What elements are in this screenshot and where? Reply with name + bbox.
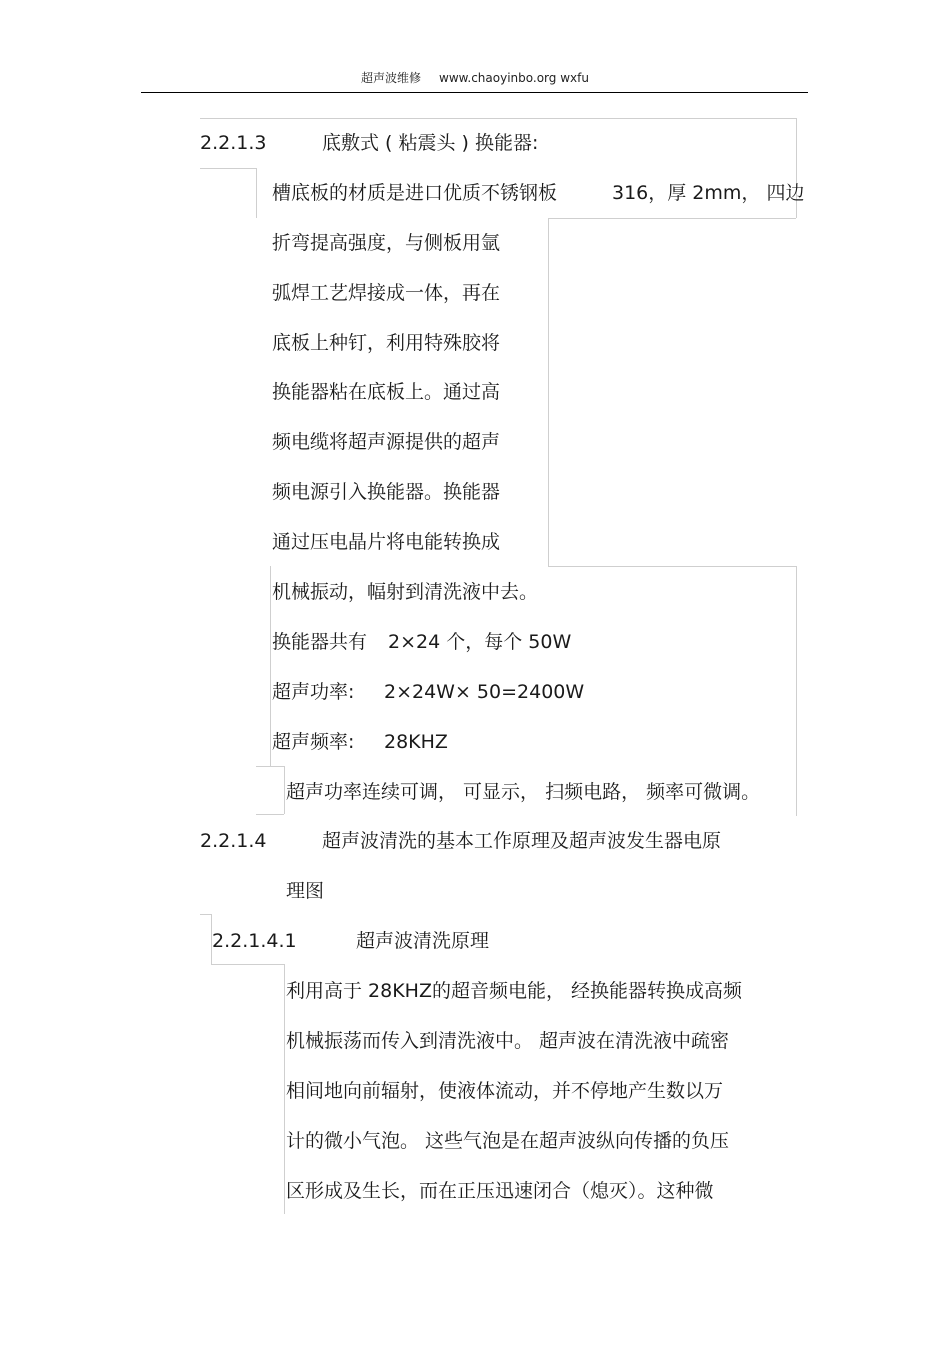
frame-line <box>548 566 796 567</box>
section-title-2213: 底敷式 ( 粘震头 ) 换能器: <box>322 132 539 154</box>
paragraph-line: 316，厚 2mm， 四边 <box>612 182 805 204</box>
spec-power-label: 超声功率: <box>272 681 355 703</box>
paragraph-line: 利用高于 28KHZ的超音频电能， 经换能器转换成高频 <box>286 980 743 1002</box>
spec-freq-label: 超声频率: <box>272 731 355 753</box>
frame-line <box>211 964 284 965</box>
paragraph-line: 弧焊工艺焊接成一体，再在 <box>272 282 501 304</box>
paragraph-line: 通过压电晶片将电能转换成 <box>272 531 501 553</box>
paragraph-line: 计的微小气泡。 这些气泡是在超声波纵向传播的负压 <box>286 1130 730 1152</box>
spec-count-value: 2×24 个，每个 50W <box>388 631 572 653</box>
paragraph-line: 槽底板的材质是进口优质不锈钢板 <box>272 182 558 204</box>
spec-count-label: 换能器共有 <box>272 631 368 653</box>
frame-line <box>284 964 285 1214</box>
section-number-22141: 2.2.1.4.1 <box>212 930 297 952</box>
frame-line <box>256 766 284 767</box>
paragraph-line: 换能器粘在底板上。通过高 <box>272 381 501 403</box>
section-title-2214-cont: 理图 <box>286 880 325 902</box>
section-number-2213: 2.2.1.3 <box>200 132 267 154</box>
header-rule <box>141 92 808 93</box>
paragraph-line: 相间地向前辐射，使液体流动，并不停地产生数以万 <box>286 1080 724 1102</box>
frame-line <box>200 118 796 119</box>
header-site-name: 超声波维修 <box>361 71 422 85</box>
paragraph-line: 机械振荡而传入到清洗液中。 超声波在清洗液中疏密 <box>286 1030 730 1052</box>
header-site-url: www.chaoyinbo.org wxfu <box>439 71 589 85</box>
paragraph-line: 频电源引入换能器。换能器 <box>272 481 501 503</box>
paragraph-line: 折弯提高强度，与侧板用氩 <box>272 232 501 254</box>
spec-freq-value: 28KHZ <box>384 731 448 753</box>
frame-line <box>256 814 284 815</box>
section-number-2214: 2.2.1.4 <box>200 830 267 852</box>
paragraph-line: 机械振动，幅射到清洗液中去。 <box>272 581 539 603</box>
frame-line <box>270 566 271 766</box>
paragraph-line: 底板上种钉，利用特殊胶将 <box>272 332 501 354</box>
frame-line <box>548 218 549 566</box>
spec-power-value: 2×24W× 50=2400W <box>384 681 585 703</box>
section-title-2214: 超声波清洗的基本工作原理及超声波发生器电原 <box>322 830 722 852</box>
spec-features: 超声功率连续可调， 可显示， 扫频电路， 频率可微调。 <box>286 781 761 803</box>
paragraph-line: 区形成及生长，而在正压迅速闭合（熄灭）。这种微 <box>286 1180 714 1202</box>
frame-line <box>256 168 257 218</box>
paragraph-line: 频电缆将超声源提供的超声 <box>272 431 501 453</box>
page-header <box>0 69 950 86</box>
frame-line <box>548 218 796 219</box>
frame-line <box>200 168 256 169</box>
frame-line <box>284 766 285 814</box>
frame-line <box>796 566 797 816</box>
section-title-22141: 超声波清洗原理 <box>356 930 490 952</box>
